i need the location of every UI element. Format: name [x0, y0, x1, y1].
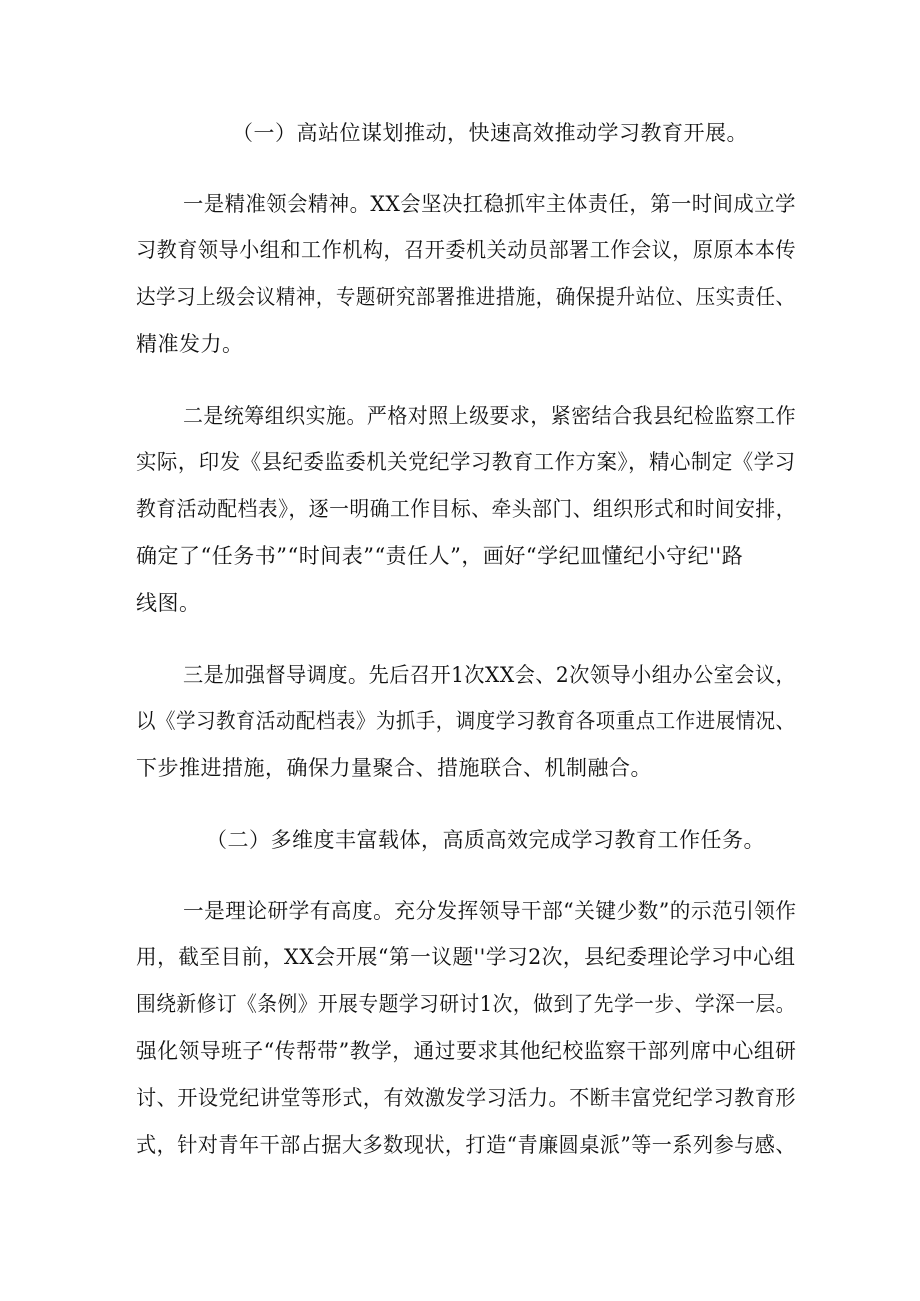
section-heading-1: （一）高站位谋划推动，快速高效推动学习教育开展。	[232, 121, 748, 145]
paragraph-line: 一是理论研学有高度。充分发挥领导干部“关键少数”的示范引领作	[183, 899, 797, 923]
paragraph-line: 强化领导班子“传帮带”教学，通过要求其他纪校监察干部列席中心组研	[136, 1039, 797, 1063]
paragraph-line: 达学习上级会议精神，专题研究部署推进措施，确保提升站位、压实责任、	[136, 285, 796, 309]
paragraph-line: 教育活动配档表》，逐一明确工作目标、牵头部门、组织形式和时间安排，	[136, 497, 796, 521]
paragraph-line: 二是统筹组织实施。严格对照上级要求，紧密结合我县纪检监察工作	[183, 404, 797, 428]
paragraph-line: 以《学习教育活动配档表》为抓手，调度学习教育各项重点工作进展情况、	[136, 709, 796, 733]
paragraph-line: 讨、开设党纪讲堂等形式，有效激发学习活力。不断丰富党纪学习教育形	[136, 1086, 796, 1110]
paragraph-line: 精准发力。	[136, 332, 244, 356]
paragraph-line: 实际，印发《县纪委监委机关党纪学习教育工作方案》，精心制定《学习	[136, 450, 796, 474]
paragraph-line: 式，针对青年干部占据大多数现状，打造“青廉圆桌派”等一系列参与感、	[136, 1133, 796, 1157]
paragraph-line: 线图。	[136, 591, 201, 615]
paragraph-line: 确定了“任务书”“时间表”“责任人”，画好“学纪皿懂纪小守纪''路	[136, 544, 744, 568]
section-heading-2: （二）多维度丰富载体，高质高效完成学习教育工作任务。	[206, 828, 765, 852]
paragraph-line: 一是精准领会精神。XX会坚决扛稳抓牢主体责任，第一时间成立学	[183, 192, 796, 216]
paragraph-line: 下步推进措施，确保力量聚合、措施联合、机制融合。	[136, 756, 652, 780]
paragraph-line: 习教育领导小组和工作机构，召开委机关动员部署工作会议，原原本本传	[136, 238, 796, 262]
paragraph-line: 三是加强督导调度。先后召开1次XX会、2次领导小组办公室会议，	[183, 663, 797, 687]
paragraph-line: 围绕新修订《条例》开展专题学习研讨1次，做到了先学一步、学深一层。	[136, 992, 796, 1016]
paragraph-line: 用，截至目前，XX会开展“第一议题''学习2次，县纪委理论学习中心组	[136, 945, 796, 969]
